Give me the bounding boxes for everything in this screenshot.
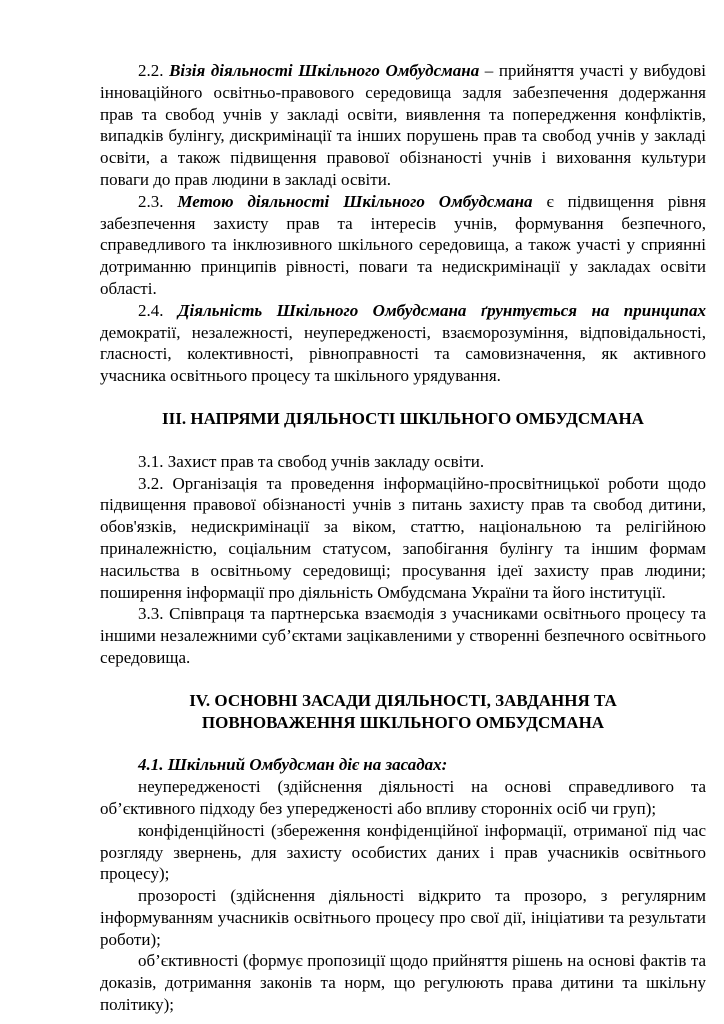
paragraph-3-1: 3.1. Захист прав та свобод учнів закладу освіти. bbox=[138, 451, 485, 471]
paragraph-2-3 bbox=[100, 191, 706, 300]
principle-item-impartiality: неупередженості (здійснення діяльності на основі справедливого та об’єктивного підходу без упередженості або впливу сторонніх осіб чи груп); bbox=[100, 777, 706, 818]
paragraph-3-3: 3.3. Співпраця та партнерська взаємодія з учасниками освітнього процесу та іншими незалежними суб’єктами зацікавленими у створенні безпечного освітнього середовища. bbox=[100, 604, 706, 667]
paragraph-number: 2.2. bbox=[138, 61, 170, 80]
section-heading-3-text: III. НАПРЯМИ ДІЯЛЬНОСТІ ШКІЛЬНОГО ОМБУДСМАНА bbox=[162, 408, 644, 428]
paragraph-number: 2.4. bbox=[138, 300, 178, 320]
principle-item-objectivity: об’єктивності (формує пропозиції щодо прийняття рішень на основі фактів та доказів, дотримання законів та норм, що регулюють права дитини та шкільну політику); bbox=[100, 951, 706, 1015]
paragraph-4-1: 4.1. Шкільний Омбудсман діє на засадах: bbox=[138, 755, 448, 775]
paragraph-3-2: 3.2. Організація та проведення інформаційно-просвітницької роботи щодо підвищення правової обізнаності учнів з питань захисту прав та свобод дитини, обов'язків, недискримінації за віком, статтю, національною та релігійною приналежністю, соціальним статусом, запобігання булінгу та іншим формам насильства в освітньому середовищі; просування ідеї захисту прав людини; поширення інформації про діяльність Омбудсмана України та його інституції. bbox=[100, 473, 706, 602]
paragraph-lead-bold-italic: Метою діяльності Шкільного Омбудсмана bbox=[177, 191, 533, 211]
paragraph-lead-bold-italic: Візія діяльності Шкільного Омбудсмана bbox=[169, 61, 480, 80]
section-heading-4 bbox=[100, 690, 706, 734]
paragraph-text: демократії, незалежності, неупередженості, взаєморозуміння, відповідальності, гласності, колективності, рівноправності та самовизначення, як активного учасника освітнього процесу та шкільного урядування. bbox=[100, 322, 706, 386]
paragraph-2-4 bbox=[100, 300, 706, 387]
section-heading-3 bbox=[100, 408, 706, 430]
paragraph-2-2 bbox=[100, 60, 706, 191]
paragraph-number: 2.3. bbox=[138, 191, 178, 211]
section-heading-4-line2: ПОВНОВАЖЕННЯ ШКІЛЬНОГО ОМБУДСМАНА bbox=[201, 712, 605, 732]
principle-item-confidentiality: конфіденційності (збереження конфіденційної інформації, отриманої під час розгляду звернень, для захисту особистих даних і прав учасників освітнього процесу); bbox=[100, 820, 706, 884]
principle-item-transparency: прозорості (здійснення діяльності відкрито та прозоро, з регулярним інформуванням учасників освітнього процесу про свої дії, ініціативи та результати роботи); bbox=[100, 886, 706, 949]
paragraph-lead-bold-italic: Діяльність Шкільного Омбудсмана ґрунтується на принципах bbox=[177, 300, 706, 320]
paragraph-text: є підвищення рівня забезпечення захисту прав та інтересів учнів, формування безпечного, справедливого та інклюзивного шкільного середовища, а також участі у сприянні дотриманню принципів рівності, поваги та недискримінації у закладах освіти області. bbox=[100, 191, 707, 298]
paragraph-text: – прийняття участі у вибудові інноваційного освітньо-правового середовища задля забезпечення додержання прав та свобод учнів у закладі освіти, виявлення та попередження конфліктів, випадків булінгу, дискримінації та інших порушень прав та свобод учнів у закладі освіти, а також підвищення правової обізнаності учнів і виховання культури поваги до прав людини в закладі освіти. bbox=[100, 61, 706, 189]
section-heading-4-line1: IV. ОСНОВНІ ЗАСАДИ ДІЯЛЬНОСТІ, ЗАВДАННЯ ТА bbox=[189, 690, 617, 710]
